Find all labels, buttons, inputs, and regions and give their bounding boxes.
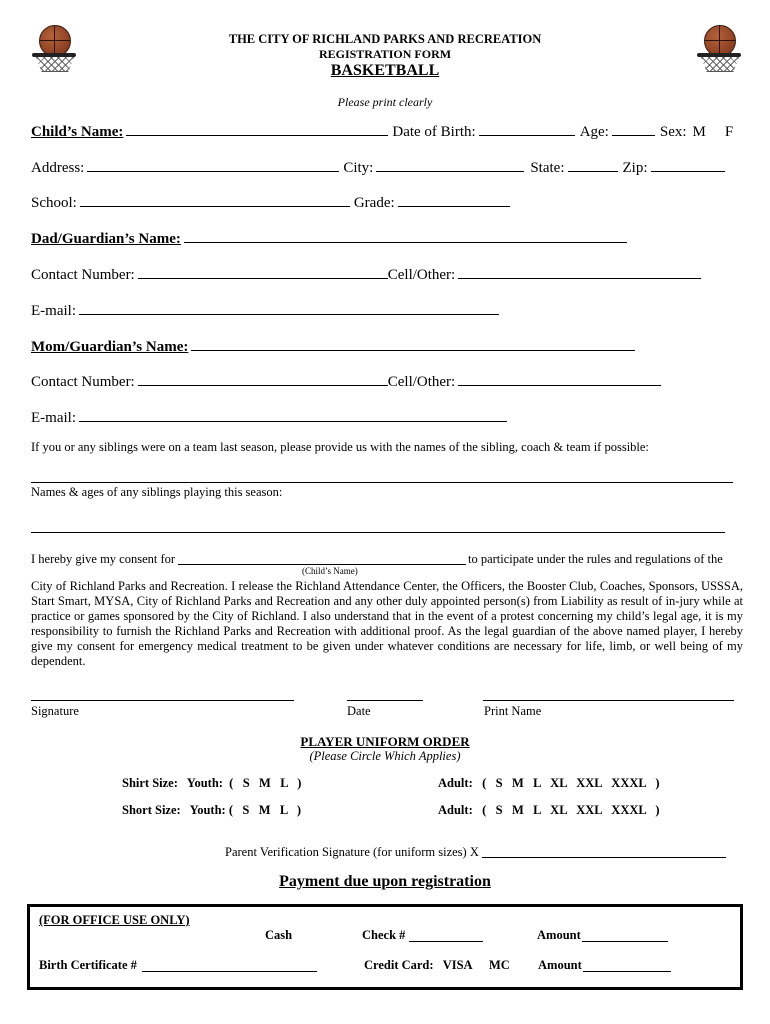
credit-card-label: Credit Card: VISA bbox=[364, 958, 473, 972]
short-size-adult[interactable]: Adult: ( S M L XL XXL XXXL ) bbox=[438, 803, 660, 817]
age-field[interactable] bbox=[612, 121, 655, 136]
mom-contact-field[interactable] bbox=[138, 371, 388, 386]
row-child bbox=[31, 121, 733, 141]
signature-field[interactable] bbox=[31, 700, 294, 701]
cell-other-label: Cell/Other: bbox=[387, 374, 456, 390]
school-label: School: bbox=[31, 195, 77, 211]
row-email-dad bbox=[31, 300, 499, 320]
grade-field[interactable] bbox=[398, 192, 510, 207]
parent-verification-label: Parent Verification Signature (for uniform sizes) X bbox=[225, 845, 479, 859]
city-label: City: bbox=[343, 160, 374, 176]
state-field[interactable] bbox=[568, 157, 618, 172]
consent-paragraph: City of Richland Parks and Recreation. I release the Richland Attendance Center, the Officers, the Booster Club, Coaches, Sponsors, USSSA, Start Smart, MYSA, City of Richland Parks and Recreation and any other duly appointed person(s) from Liability as result of in-jury while at practice or games sponsored by the City of Richland. I also understand that in the event of a protest concerning my child’s legal age, it is my responsibility to furnish the Richland Parks and Recreation with additional proof. As the legal guardian of the above named player, I hereby give my consent for emergency medical treatment to be given under whatever conditions are necessary for life, limb, or well being of my dependent. bbox=[31, 579, 743, 668]
payment-notice: Payment due upon registration bbox=[279, 873, 491, 890]
address-label: Address: bbox=[31, 160, 85, 176]
header-form-title: REGISTRATION FORM bbox=[318, 47, 452, 61]
row-school bbox=[31, 192, 510, 212]
childs-name-label: Child’s Name: bbox=[31, 124, 124, 140]
amount-label: Amount bbox=[537, 928, 581, 942]
header-org: THE CITY OF RICHLAND PARKS AND RECREATION bbox=[228, 32, 542, 46]
dad-name-label: Dad/Guardian’s Name: bbox=[31, 231, 181, 247]
zip-field[interactable] bbox=[651, 157, 725, 172]
amount-label: Amount bbox=[538, 958, 582, 972]
consent-child-name-field[interactable] bbox=[178, 564, 466, 565]
mom-email-field[interactable] bbox=[79, 407, 507, 422]
childs-name-field[interactable] bbox=[126, 121, 388, 136]
parent-verification-field[interactable] bbox=[482, 857, 726, 858]
contact-number-label: Contact Number: bbox=[31, 374, 135, 390]
age-label: Age: bbox=[579, 124, 609, 140]
mc-label: MC bbox=[489, 958, 510, 972]
dad-email-field[interactable] bbox=[79, 300, 499, 315]
shirt-size-adult[interactable]: Adult: ( S M L XL XXL XXXL ) bbox=[438, 776, 660, 790]
zip-label: Zip: bbox=[622, 160, 648, 176]
office-use-box bbox=[27, 904, 743, 990]
cell-other-label: Cell/Other: bbox=[387, 267, 456, 283]
check-label: Check # bbox=[362, 928, 406, 942]
date-label: Date bbox=[347, 704, 371, 718]
address-field[interactable] bbox=[87, 157, 339, 172]
city-field[interactable] bbox=[376, 157, 524, 172]
email-label: E-mail: bbox=[31, 410, 76, 426]
row-mom bbox=[31, 336, 635, 356]
short-size-youth[interactable]: Short Size: Youth: ( S M L ) bbox=[122, 803, 302, 817]
state-label: State: bbox=[530, 160, 565, 176]
uniform-order-title: PLAYER UNIFORM ORDER bbox=[300, 734, 470, 749]
siblings-this-season-field[interactable] bbox=[31, 532, 725, 533]
uniform-order-subtitle: (Please Circle Which Applies) bbox=[309, 749, 461, 763]
row-dad bbox=[31, 228, 627, 248]
birth-certificate-field[interactable] bbox=[142, 971, 317, 972]
sex-m-option[interactable]: M bbox=[692, 124, 706, 140]
dad-cell-field[interactable] bbox=[458, 264, 701, 279]
amount-field-1[interactable] bbox=[582, 941, 668, 942]
amount-field-2[interactable] bbox=[583, 971, 671, 972]
date-field[interactable] bbox=[347, 700, 423, 701]
office-use-title: (FOR OFFICE USE ONLY) bbox=[39, 913, 190, 927]
print-instruction: Please print clearly bbox=[337, 95, 433, 109]
dad-contact-field[interactable] bbox=[138, 264, 388, 279]
school-field[interactable] bbox=[80, 192, 350, 207]
contact-number-label: Contact Number: bbox=[31, 267, 135, 283]
row-address bbox=[31, 157, 725, 177]
row-contact-dad bbox=[31, 264, 701, 284]
sex-f-option[interactable]: F bbox=[724, 124, 734, 140]
row-email-mom bbox=[31, 407, 507, 427]
signature-label: Signature bbox=[31, 704, 79, 718]
email-label: E-mail: bbox=[31, 303, 76, 319]
consent-lead: I hereby give my consent for bbox=[31, 552, 176, 566]
print-name-field[interactable] bbox=[483, 700, 734, 701]
siblings-last-season-label: If you or any siblings were on a team last season, please provide us with the names of the sibling, coach & team if possible: bbox=[31, 440, 649, 454]
cash-label: Cash bbox=[265, 928, 293, 942]
print-name-label: Print Name bbox=[484, 704, 542, 718]
dad-name-field[interactable] bbox=[184, 228, 627, 243]
row-contact-mom bbox=[31, 371, 661, 391]
siblings-this-season-label: Names & ages of any siblings playing this season: bbox=[31, 485, 283, 499]
mom-name-field[interactable] bbox=[191, 336, 635, 351]
childs-name-caption: (Child’s Name) bbox=[302, 566, 358, 576]
siblings-last-season-field[interactable] bbox=[31, 482, 733, 483]
sex-label: Sex: bbox=[659, 124, 687, 140]
shirt-size-youth[interactable]: Shirt Size: Youth: ( S M L ) bbox=[122, 776, 302, 790]
consent-tail: to participate under the rules and regulations of the bbox=[468, 552, 723, 566]
dob-label: Date of Birth: bbox=[392, 124, 476, 140]
mom-cell-field[interactable] bbox=[458, 371, 661, 386]
birth-certificate-label: Birth Certificate # bbox=[39, 958, 137, 972]
header-sport: BASKETBALL bbox=[330, 62, 440, 79]
check-number-field[interactable] bbox=[409, 941, 483, 942]
mom-name-label: Mom/Guardian’s Name: bbox=[31, 339, 189, 355]
dob-field[interactable] bbox=[479, 121, 575, 136]
grade-label: Grade: bbox=[353, 195, 395, 211]
